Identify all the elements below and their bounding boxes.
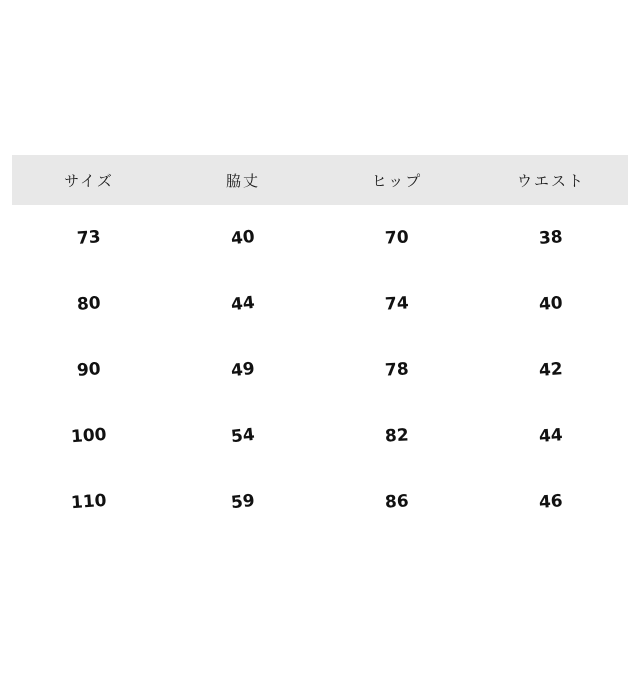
cell-size xyxy=(12,403,166,469)
cell-value: 49 xyxy=(230,358,256,382)
cell-waist xyxy=(474,469,628,535)
cell-waist xyxy=(474,205,628,271)
table-body xyxy=(12,205,628,535)
column-header-waist: ウエスト xyxy=(516,171,585,190)
cell-hip xyxy=(320,403,474,469)
cell-hip xyxy=(320,337,474,403)
cell-value: 40 xyxy=(230,226,256,250)
table-header xyxy=(12,155,628,205)
cell-hip xyxy=(320,469,474,535)
cell-value: 74 xyxy=(384,293,410,315)
cell-value: 80 xyxy=(76,293,102,315)
cell-value: 38 xyxy=(538,227,564,249)
cell-value: 44 xyxy=(230,292,256,316)
cell-value: 90 xyxy=(76,359,102,381)
column-header-size: サイズ xyxy=(64,171,114,190)
cell-value: 78 xyxy=(384,359,410,381)
cell-size xyxy=(12,469,166,535)
table-header-row xyxy=(12,155,628,205)
cell-side-length xyxy=(166,403,320,469)
cell-value: 46 xyxy=(538,491,564,513)
cell-size xyxy=(12,271,166,337)
column-header-hip: ヒップ xyxy=(371,171,423,190)
cell-size xyxy=(12,205,166,271)
cell-side-length xyxy=(166,205,320,271)
cell-value: 100 xyxy=(70,424,108,448)
cell-side-length xyxy=(166,337,320,403)
cell-hip xyxy=(320,205,474,271)
cell-waist xyxy=(474,337,628,403)
cell-value: 82 xyxy=(384,425,410,447)
column-header-side-length: 脇丈 xyxy=(225,171,260,190)
cell-value: 44 xyxy=(538,425,564,447)
cell-value: 42 xyxy=(538,359,564,381)
table-row xyxy=(12,205,628,271)
cell-value: 59 xyxy=(230,490,256,514)
cell-value: 54 xyxy=(230,424,256,448)
cell-value: 110 xyxy=(70,490,108,514)
cell-side-length xyxy=(166,469,320,535)
size-chart-table xyxy=(12,155,628,535)
cell-hip xyxy=(320,271,474,337)
table-row xyxy=(12,271,628,337)
cell-value: 73 xyxy=(76,227,102,249)
cell-value: 70 xyxy=(384,227,410,249)
cell-value: 86 xyxy=(384,491,410,513)
table-row xyxy=(12,337,628,403)
table-row xyxy=(12,403,628,469)
cell-value: 40 xyxy=(538,293,564,315)
cell-size xyxy=(12,337,166,403)
cell-waist xyxy=(474,271,628,337)
table-row xyxy=(12,469,628,535)
cell-side-length xyxy=(166,271,320,337)
cell-waist xyxy=(474,403,628,469)
